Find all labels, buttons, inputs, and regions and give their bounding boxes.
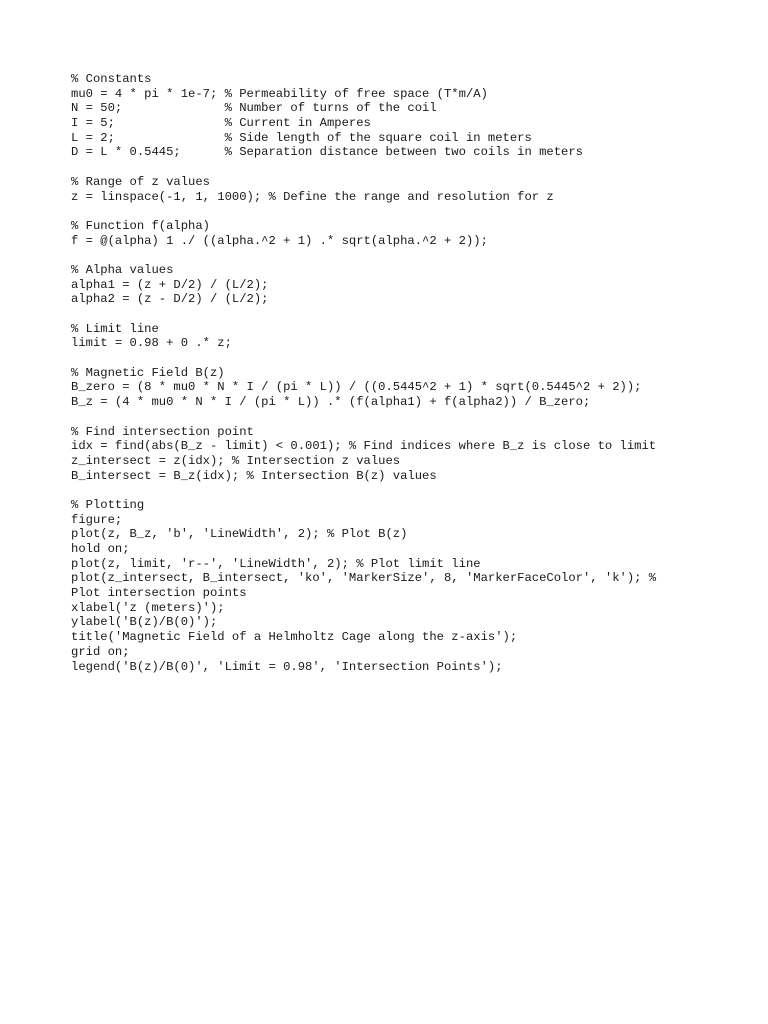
code-line: % Limit line: [71, 321, 159, 336]
code-line: ylabel('B(z)/B(0)');: [71, 615, 218, 630]
code-line: f = @(alpha) 1 ./ ((alpha.^2 + 1) .* sqrt(alpha.^2 + 2));: [71, 233, 488, 248]
code-line: % Plotting: [71, 497, 145, 512]
code-line: legend('B(z)/B(0)', 'Limit = 0.98', 'Intersection Points');: [71, 659, 503, 674]
code-line: % Magnetic Field B(z): [71, 365, 225, 380]
code-line: z_intersect = z(idx); % Intersection z values: [71, 453, 401, 468]
blank-line: [71, 351, 731, 366]
blank-line: [71, 307, 731, 322]
code-line: hold on;: [71, 542, 130, 556]
code-line: limit = 0.98 + 0 .* z;: [71, 336, 232, 351]
code-line: plot(z, B_z, 'b', 'LineWidth', 2); % Plot B(z): [71, 527, 408, 542]
code-line: z = linspace(-1, 1, 1000); % Define the range and resolution for z: [71, 189, 554, 204]
blank-line: [71, 160, 731, 175]
code-line: idx = find(abs(B_z - limit) < 0.001); % Find indices where B_z is close to limit: [71, 439, 657, 454]
code-line: % Function f(alpha): [71, 218, 210, 233]
code-block-function-f: [71, 219, 731, 248]
code-line: I = 5; % Current in Amperes: [71, 116, 371, 131]
code-block-alpha: [71, 263, 731, 307]
code-line: Plot intersection points: [71, 586, 247, 601]
code-line: B_intersect = B_z(idx); % Intersection B(z) values: [71, 468, 437, 483]
code-block-plotting: [71, 498, 731, 674]
blank-line: [71, 410, 731, 425]
document-page: [71, 72, 731, 674]
code-line: % Alpha values: [71, 262, 174, 277]
code-line: title('Magnetic Field of a Helmholtz Cage along the z-axis');: [71, 630, 518, 645]
code-line: alpha1 = (z + D/2) / (L/2);: [71, 277, 269, 292]
code-line: % Find intersection point: [71, 424, 254, 439]
blank-line: [71, 204, 731, 219]
blank-line: [71, 248, 731, 263]
code-line: % Range of z values: [71, 174, 210, 189]
code-line: grid on;: [71, 644, 130, 659]
code-line: D = L * 0.5445; % Separation distance between two coils in meters: [71, 145, 583, 160]
code-block-limit: [71, 322, 731, 351]
code-line: plot(z, limit, 'r--', 'LineWidth', 2); % Plot limit line: [71, 556, 481, 571]
code-line: N = 50; % Number of turns of the coil: [71, 101, 437, 116]
code-block-magnetic-field: [71, 366, 731, 410]
code-block-z-range: [71, 175, 731, 204]
code-line: xlabel('z (meters)');: [71, 600, 225, 615]
code-line: B_zero = (8 * mu0 * N * I / (pi * L)) / ((0.5445^2 + 1) * sqrt(0.5445^2 + 2));: [71, 380, 642, 395]
code-line: % Constants: [71, 72, 152, 86]
code-block-constants: [71, 72, 731, 160]
code-line: L = 2; % Side length of the square coil in meters: [71, 130, 532, 145]
blank-line: [71, 483, 731, 498]
code-line: mu0 = 4 * pi * 1e-7; % Permeability of free space (T*m/A): [71, 86, 488, 101]
code-line: alpha2 = (z - D/2) / (L/2);: [71, 292, 269, 307]
code-line: figure;: [71, 512, 123, 527]
code-line: plot(z_intersect, B_intersect, 'ko', 'MarkerSize', 8, 'MarkerFaceColor', 'k'); %: [71, 571, 657, 586]
code-line: B_z = (4 * mu0 * N * I / (pi * L)) .* (f(alpha1) + f(alpha2)) / B_zero;: [71, 395, 591, 410]
code-block-intersection: [71, 425, 731, 484]
